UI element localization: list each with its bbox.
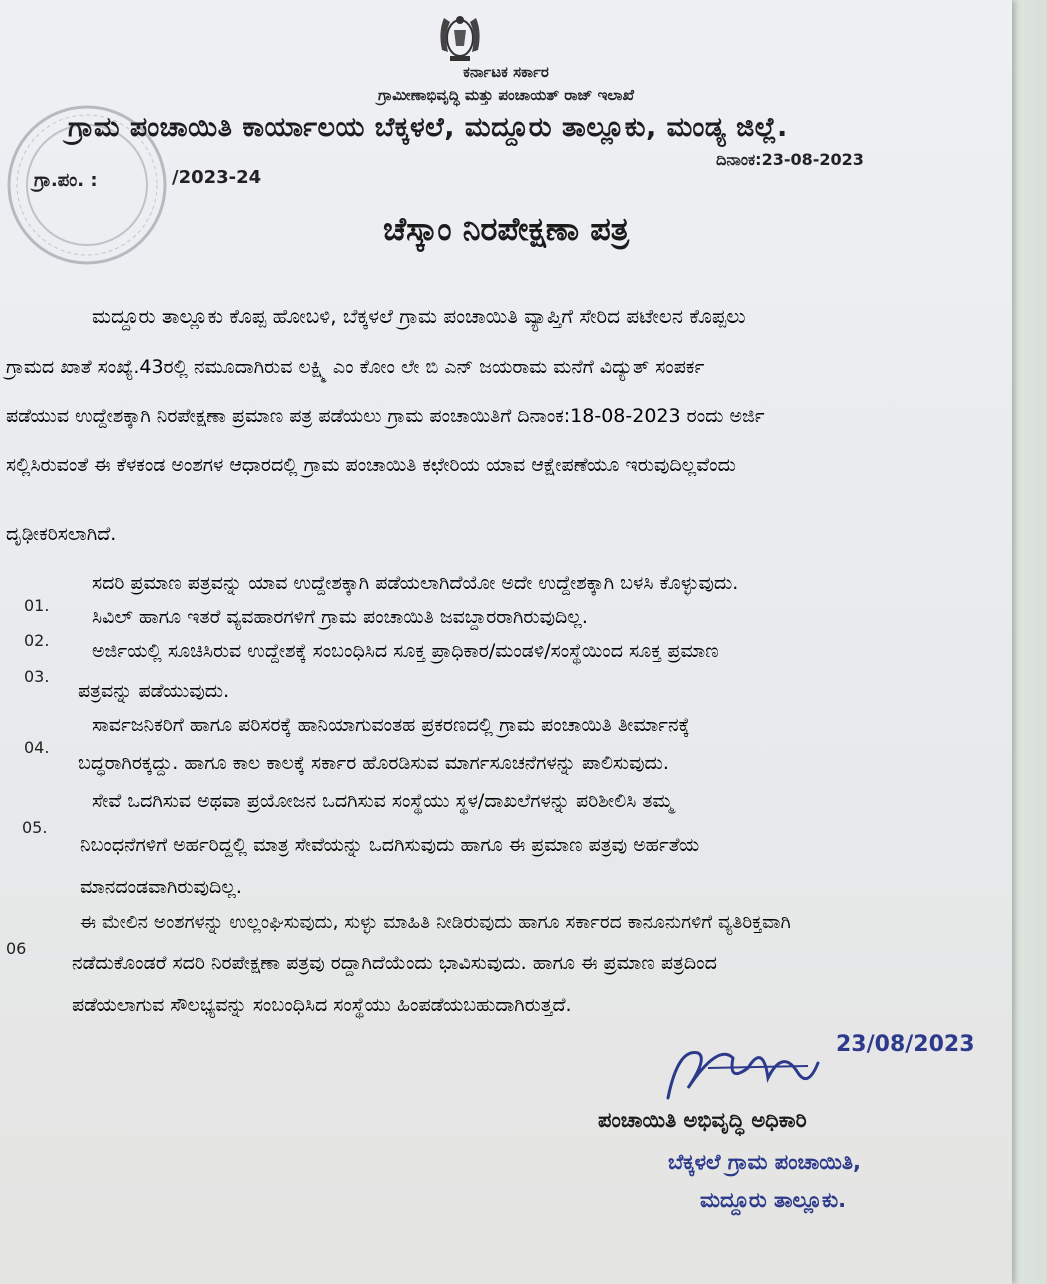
karnataka-emblem-icon [430, 12, 490, 66]
intro-line: ಗ್ರಾಮದ ಖಾತೆ ಸಂಖ್ಯೆ.43ರಲ್ಲಿ ನಮೂದಾಗಿರುವ ಲಕ್ಷ್ಮಿ ಎಂ ಕೋಂ ಲೇ ಬಿ ಎನ್ ಜಯರಾಮ ಮನೆಗೆ ವಿದ್ಯುತ್ ಸಂಪರ್ಕ [6, 356, 705, 378]
item-number: 03. [24, 667, 50, 686]
item-line: ಪತ್ರವನ್ನು ಪಡೆಯುವುದು. [78, 680, 230, 702]
item-number: 06 [6, 939, 27, 958]
item-line: ಸಿವಿಲ್ ಹಾಗೂ ಇತರೆ ವ್ಯವಹಾರಗಳಿಗೆ ಗ್ರಾಮ ಪಂಚಾಯಿತಿ ಜವಬ್ದಾರರಾಗಿರುವುದಿಲ್ಲ. [92, 606, 588, 628]
item-line: ಸಾರ್ವಜನಿಕರಿಗೆ ಹಾಗೂ ಪರಿಸರಕ್ಕೆ ಹಾನಿಯಾಗುವಂತಹ ಪ್ರಕರಣದಲ್ಲಿ ಗ್ರಾಮ ಪಂಚಾಯಿತಿ ತೀರ್ಮಾನಕ್ಕೆ [92, 714, 690, 736]
item-number: 02. [24, 631, 50, 650]
item-line: ಪಡೆಯಲಾಗುವ ಸೌಲಭ್ಯವನ್ನು ಸಂಬಂಧಿಸಿದ ಸಂಸ್ಥೆಯು ಹಿಂಪಡೆಯಬಹುದಾಗಿರುತ್ತದೆ. [72, 994, 572, 1016]
signatory-designation: ಪಂಚಾಯಿತಿ ಅಭಿವೃದ್ಧಿ ಅಧಿಕಾರಿ [598, 1108, 807, 1132]
item-number: 01. [24, 596, 50, 615]
item-line: ಸೇವೆ ಒದಗಿಸುವ ಅಥವಾ ಪ್ರಯೋಜನ ಒದಗಿಸುವ ಸಂಸ್ಥೆಯು ಸ್ಥಳ/ದಾಖಲೆಗಳನ್ನು ಪರಿಶೀಲಿಸಿ ತಮ್ಮ [92, 790, 674, 812]
taluk-name: ಮದ್ದೂರು ತಾಲ್ಲೂಕು. [700, 1188, 847, 1212]
item-line: ಅರ್ಜಿಯಲ್ಲಿ ಸೂಚಿಸಿರುವ ಉದ್ದೇಶಕ್ಕೆ ಸಂಬಂಧಿಸಿದ ಸೂಕ್ತ ಪ್ರಾಧಿಕಾರ/ಮಂಡಳಿ/ಸಂಸ್ಥೆಯಿಂದ ಸೂಕ್ತ ಪ್ರಮಾಣ [92, 640, 719, 662]
item-line: ನಿಬಂಧನೆಗಳಿಗೆ ಅರ್ಹರಿದ್ದಲ್ಲಿ ಮಾತ್ರ ಸೇವೆಯನ್ನು ಒದಗಿಸುವುದು ಹಾಗೂ ಈ ಪ್ರಮಾಣ ಪತ್ರವು ಅರ್ಹತೆಯ [80, 834, 700, 856]
office-heading: ಗ್ರಾಮ ಪಂಚಾಯಿತಿ ಕಾರ್ಯಾಲಯ ಬೆಕ್ಕಳಲೆ, ಮದ್ದೂರು ತಾಲ್ಲೂಕು, ಮಂಡ್ಯ ಜಿಲ್ಲೆ. [68, 112, 788, 143]
intro-line: ದೃಢೀಕರಿಸಲಾಗಿದೆ. [6, 523, 117, 545]
item-line: ನಡೆದುಕೊಂಡರೆ ಸದರಿ ನಿರಪೇಕ್ಷಣಾ ಪತ್ರವು ರದ್ದಾಗಿದೆಯೆಂದು ಭಾವಿಸುವುದು. ಹಾಗೂ ಈ ಪ್ರಮಾಣ ಪತ್ರದಿಂದ [72, 952, 717, 974]
item-line: ಮಾನದಂಡವಾಗಿರುವುದಿಲ್ಲ. [80, 876, 242, 898]
department-name: ಗ್ರಾಮೀಣಾಭಿವೃದ್ಧಿ ಮತ್ತು ಪಂಚಾಯತ್ ರಾಜ್ ಇಲಾಖೆ [378, 86, 634, 104]
document-title: ಚೆಸ್ಕಾಂ ನಿರಪೇಕ್ಷಣಾ ಪತ್ರ [382, 210, 630, 248]
intro-line: ಪಡೆಯುವ ಉದ್ದೇಶಕ್ಕಾಗಿ ನಿರಪೇಕ್ಷಣಾ ಪ್ರಮಾಣ ಪತ್ರ ಪಡೆಯಲು ಗ್ರಾಮ ಪಂಚಾಯಿತಿಗೆ ದಿನಾಂಕ:18-08-2023 ರಂದು ಅರ್ಜಿ [6, 405, 765, 427]
document-date: ದಿನಾಂಕ:23-08-2023 [716, 150, 864, 169]
intro-line: ಸಲ್ಲಿಸಿರುವಂತೆ ಈ ಕೆಳಕಂಡ ಅಂಶಗಳ ಆಧಾರದಲ್ಲಿ ಗ್ರಾಮ ಪಂಚಾಯಿತಿ ಕಛೇರಿಯ ಯಾವ ಆಕ್ಷೇಪಣೆಯೂ ಇರುವುದಿಲ್ಲವೆಂದು [6, 454, 736, 476]
item-line: ಈ ಮೇಲಿನ ಅಂಶಗಳನ್ನು ಉಲ್ಲಂಘಿಸುವುದು, ಸುಳ್ಳು ಮಾಹಿತಿ ನೀಡಿರುವುದು ಹಾಗೂ ಸರ್ಕಾರದ ಕಾನೂನುಗಳಿಗೆ ವ್ಯತಿರಿಕ್ತವಾಗಿ [80, 912, 791, 933]
reference-year: /2023-24 [172, 167, 262, 188]
item-line: ಬದ್ಧರಾಗಿರಕ್ಕದ್ದು. ಹಾಗೂ ಕಾಲ ಕಾಲಕ್ಕೆ ಸರ್ಕಾರ ಹೊರಡಿಸುವ ಮಾರ್ಗಸೂಚನೆಗಳನ್ನು ಪಾಲಿಸುವುದು. [78, 752, 669, 774]
item-line: ಸದರಿ ಪ್ರಮಾಣ ಪತ್ರವನ್ನು ಯಾವ ಉದ್ದೇಶಕ್ಕಾಗಿ ಪಡೆಯಲಾಗಿದೆಯೋ ಅದೇ ಉದ್ದೇಶಕ್ಕಾಗಿ ಬಳಸಿ ಕೊಳ್ಳುವುದು. [92, 572, 739, 594]
reference-number-label: ಗ್ರಾ.ಪಂ. : [34, 170, 98, 191]
intro-line: ಮದ್ದೂರು ತಾಲ್ಲೂಕು ಕೊಪ್ಪ ಹೋಬಳಿ, ಬೆಕ್ಕಳಲೆ ಗ್ರಾಮ ಪಂಚಾಯಿತಿ ವ್ಯಾಪ್ತಿಗೆ ಸೇರಿದ ಪಟೇಲನ ಕೊಪ್ಪಲು [92, 304, 746, 328]
item-number: 04. [24, 738, 50, 757]
item-number: 05. [22, 818, 48, 837]
signature-date: 23/08/2023 [836, 1032, 975, 1057]
panchayat-name: ಬೆಕ್ಕಳಲೆ ಗ್ರಾಮ ಪಂಚಾಯಿತಿ, [668, 1150, 861, 1174]
government-name: ಕರ್ನಾಟಕ ಸರ್ಕಾರ [463, 63, 549, 81]
